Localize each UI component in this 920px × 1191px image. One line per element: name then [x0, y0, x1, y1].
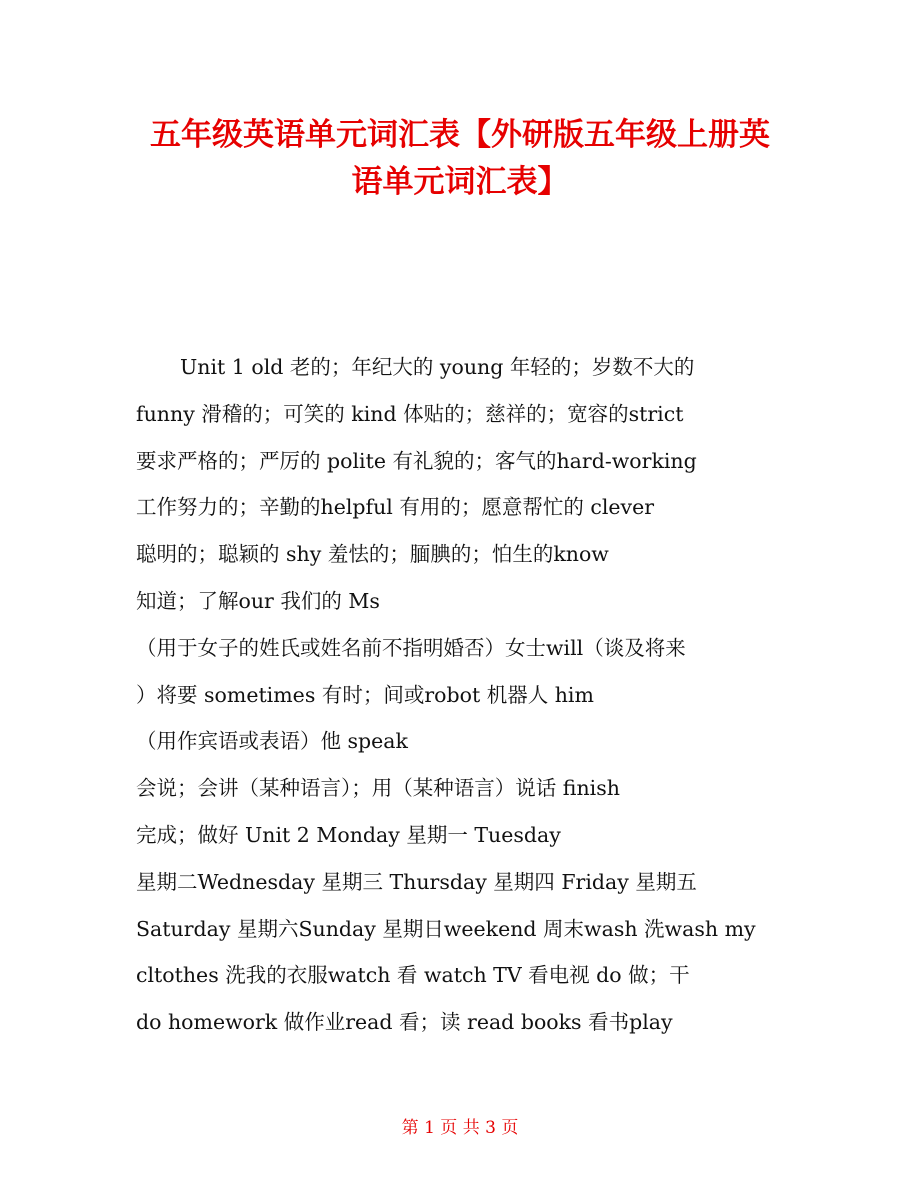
body-line: （用于女子的姓氏或姓名前不指明婚否）女士will（谈及将来 — [136, 635, 686, 660]
document-body — [136, 344, 796, 1046]
body-line: 知道；了解our 我们的 Ms — [136, 588, 380, 613]
body-line: 会说；会讲（某种语言）；用（某种语言）说话 finish — [136, 776, 620, 801]
body-line: do homework 做作业read 看；读 read books 看书play — [136, 1010, 673, 1035]
title-line-1: 五年级英语单元词汇表【外研版五年级上册英 — [150, 117, 770, 153]
body-line: cltothes 洗我的衣服watch 看 watch TV 看电视 do 做；干 — [136, 963, 690, 988]
body-line: 聪明的；聪颖的 shy 羞怯的；腼腆的；怕生的know — [136, 542, 609, 567]
body-line: 完成；做好 Unit 2 Monday 星期一 Tuesday — [136, 822, 561, 847]
title-line-2: 语单元词汇表】 — [351, 164, 569, 200]
body-line: ）将要 sometimes 有时；间或robot 机器人 him — [136, 682, 594, 707]
document-title — [120, 112, 800, 206]
body-line: Unit 1 old 老的；年纪大的 young 年轻的；岁数不大的 — [180, 355, 695, 379]
body-line: 工作努力的；辛勤的helpful 有用的；愿意帮忙的 clever — [136, 495, 655, 520]
body-line: funny 滑稽的；可笑的 kind 体贴的；慈祥的；宽容的strict — [136, 401, 684, 426]
body-line: 星期二Wednesday 星期三 Thursday 星期四 Friday 星期五 — [136, 869, 697, 894]
body-line: Saturday 星期六Sunday 星期日weekend 周末wash 洗wash my — [136, 916, 756, 941]
body-line: 要求严格的；严厉的 polite 有礼貌的；客气的hard-working — [136, 448, 697, 473]
page-footer: 第 1 页 共 3 页 — [401, 1118, 519, 1138]
body-line: （用作宾语或表语）他 speak — [136, 729, 408, 754]
